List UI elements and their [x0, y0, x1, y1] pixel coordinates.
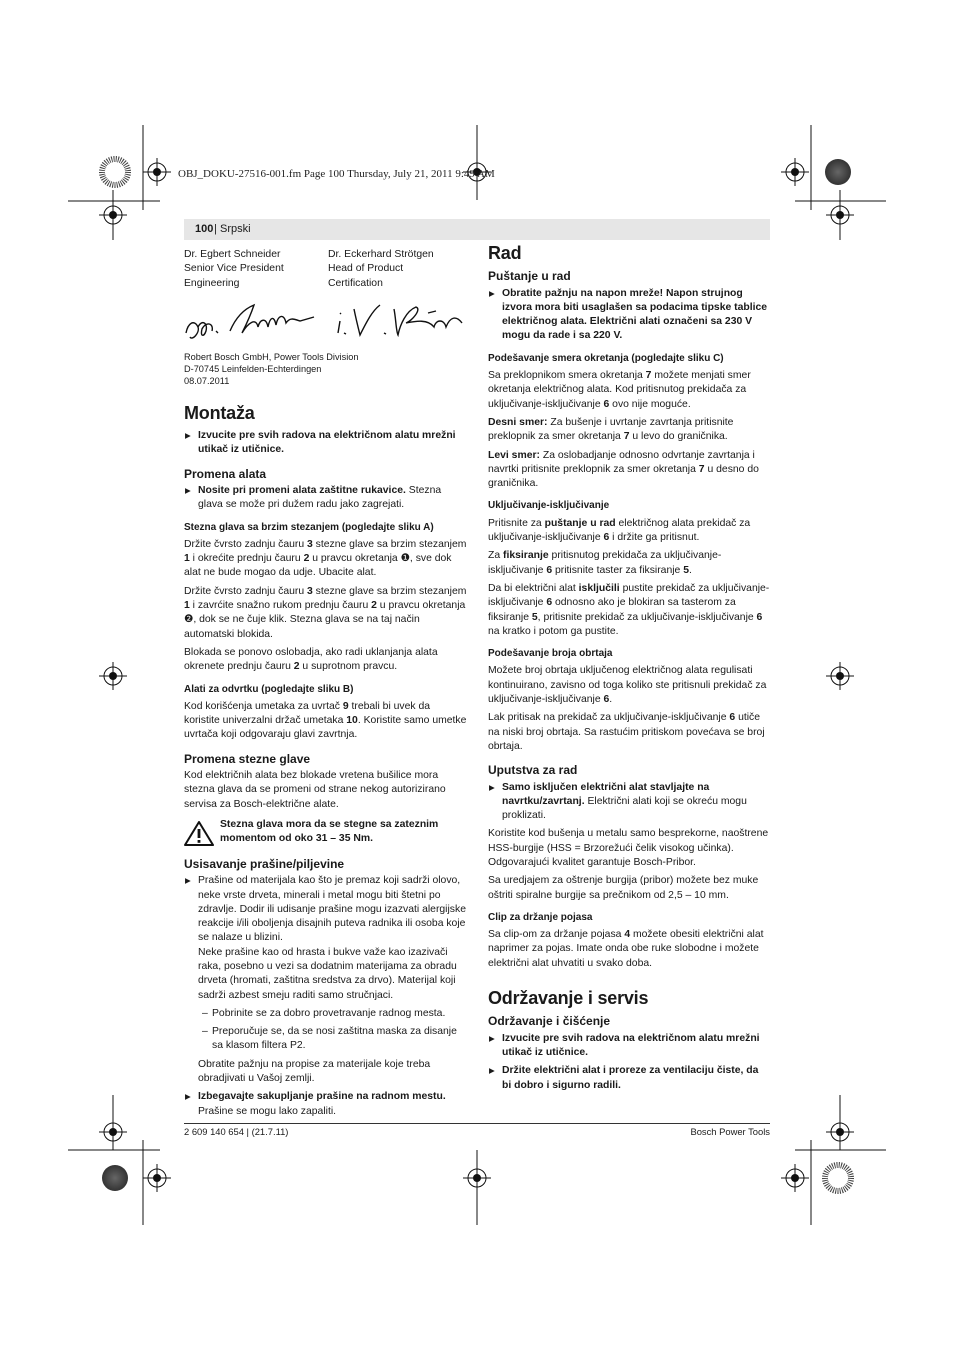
bullet-item [184, 429, 468, 458]
dash: – [202, 1026, 208, 1038]
text: u suprotnom pravcu. [299, 661, 398, 673]
paragraph: Obratite pažnju na propise za materijale koje treba obradjivati u Vašoj zemlji. [198, 1058, 431, 1085]
text: . [609, 694, 613, 706]
paragraph [184, 585, 468, 642]
ref-number: 10 [346, 715, 358, 727]
text: u desno do graničnika. [488, 463, 759, 490]
section-title-odrzavanje: Održavanje i servis [488, 988, 649, 1009]
text: odnosno ako je blokiran sa tasterom za fiksiranje [488, 597, 736, 623]
text: Držite čvrsto zadnju čauru [184, 538, 308, 550]
text: Za [488, 550, 504, 562]
subsubsection-title: Clip za držanje pojasa [488, 911, 593, 923]
text: Možete broj obrtaja uključenog električnog alata regulisati kontinuirano, zavisno od toga koliko ste pritisnuli prekidač za uključivanje-isključivanje [488, 665, 767, 706]
ref-number: 2 [303, 553, 310, 565]
page-header-bar [184, 219, 770, 240]
ref-number: 3 [307, 538, 313, 550]
text: trebali bi uvek da koristite univerzalni držač umetaka [184, 700, 431, 727]
ref-number: 7 [698, 463, 705, 475]
subsection-title: Održavanje i čišćenje [488, 1014, 611, 1029]
footer-left: 2 609 140 654 | (21.7.11) [184, 1126, 289, 1137]
ref-number: 6 [756, 611, 763, 623]
warning-triangle-icon [184, 820, 214, 846]
ref-number: 6 [729, 712, 736, 724]
paragraph [184, 646, 468, 675]
bullet-item: ▶ Prašine od materijala kao što je premaz koji sadrži olovo, neke vrste drveta, minerali i metal mogu biti štetni po zdravlje. Dodir ili udisanje prašine mogu izazvati alergijske reakcije i/ili obolјenja disajnih puteva radnika ili osoba koje se nalaze u blizini. [184, 874, 468, 945]
subsection-title: Puštanje u rad [488, 269, 571, 284]
paragraph: Kod električnih alata bez blokade vretena bušilice mora stezna glava da se promeni od strane nekog autorizirano servisa za Bosch-električne alate. [184, 770, 446, 810]
ref-number: 6 [603, 398, 610, 410]
bullet-bold: Izbegavajte sakupljanje prašine na radnom mestu. [198, 1091, 446, 1103]
warning-text: Stezna glava mora da se stegne sa zateznim momentom od oko 31 – 35 Nm. [220, 818, 439, 845]
ref-number: 6 [603, 532, 610, 544]
text: Za oslobadjanje odnosno odvrtanje zavrtanja i navrtki pritisnite preklopnik za smer okretanja [488, 449, 755, 475]
bullet-item [488, 287, 770, 344]
ref-number: 1 [184, 600, 190, 612]
signatory-title: Certification [328, 277, 383, 289]
paragraph: Koristite kod bušenja u metalu samo besprekorne, naoštrene HSS-burgije (HSS = Brzorežući čelik visokog učinka). Odgovarajući kvalitet garantuje Bosch-Pribor. [488, 828, 769, 868]
page-language: Srpski [220, 223, 251, 235]
bullet-item [488, 1032, 770, 1061]
paragraph [488, 369, 770, 412]
left-column [184, 248, 468, 1123]
paragraph [488, 582, 770, 639]
text: u pravcu okretanja ❷, dok se ne čuje klik. Stezna glava se na taj način automatski blokida. [184, 600, 466, 640]
text: možete obesiti električni alat naprimer za pojas. Imate onda obe ruke slobodne i možete električni alat uhvatiti u svako doba. [488, 929, 764, 969]
ref-number: 7 [645, 370, 652, 382]
text: pritisnite taster za fiksiranje [552, 564, 684, 576]
ref-number: 1 [184, 553, 190, 565]
label: Levi smer: [488, 449, 540, 461]
bullet-text: Izvucite pre svih radova na električnom alatu mrežni utikač iz utičnice. [502, 1032, 760, 1058]
text: ovo nije moguće. [609, 398, 691, 410]
ref-number: 2 [293, 661, 300, 673]
bullet-text: Držite električni alat i proreze za ventilaciju čiste, da bi dobro i sigurno radili. [502, 1065, 759, 1091]
bullet-bold: Samo isključen električni alat stavljajte na navrtku/zavrtanj. [502, 781, 710, 807]
text: . Koristite samo umetke uvrtača koji odgovaraju glavi zavrtnja. [184, 715, 467, 741]
dash-item [184, 1025, 468, 1054]
text: Pritisnite za [488, 517, 545, 529]
subsubsection-title: Stezna glava sa brzim stezanjem (pogledajte sliku A) [184, 521, 434, 533]
company-address [184, 351, 468, 388]
bullet-text: Izvucite pre svih radova na električnom alatu mrežni utikač iz utičnice. [198, 430, 456, 456]
company-line: D-70745 Leinfelden-Echterdingen [184, 364, 322, 375]
paragraph [488, 664, 770, 707]
text: i držite ga pritisnut. [609, 532, 700, 544]
text: Držite čvrsto zadnju čauru [184, 585, 308, 597]
text: možete menjati smer okretanja električnog alata. Kod pritisnutog prekidača za uključivanje-isključivanje [488, 370, 751, 410]
dash: – [202, 1007, 208, 1019]
subsubsection-title: Alati za odvrtku (pogledajte sliku B) [184, 683, 354, 695]
company-line: Robert Bosch GmbH, Power Tools Division [184, 351, 359, 362]
signatories [184, 248, 468, 291]
subsection-title: Uputstva za rad [488, 763, 578, 778]
page-number: 100 [195, 223, 214, 235]
header-separator: | [214, 223, 217, 235]
subsection-title: Usisavanje prašine/piljevine [184, 856, 345, 871]
text: na kratko i potom ga pustite. [488, 625, 619, 637]
bullet-text: Obratite pažnju na napon mreže! Napon strujnog izvora mora biti usaglašen sa podacima tipske tablice električnog alata. Električni alati označeni sa 230 V mogu da rade i sa 220 V. [502, 287, 768, 342]
text: Lak pritisak na prekidač za uključivanje-isključivanje [488, 712, 730, 724]
signatory-name: Dr. Eckerhard Strötgen [328, 249, 434, 260]
text: Preporučuje se, da se nosi zaštitna maska za disanje sa klasom filtera P2. [212, 1026, 457, 1052]
text: Da bi električni alat [488, 582, 579, 594]
paragraph [488, 517, 770, 546]
text: električnog alata prekidač za uključivanje-isključivanje [488, 517, 751, 544]
bullet-text: Prašine se mogu lako zapaliti. [198, 1105, 337, 1117]
text: Sa preklopnikom smera okretanja [488, 370, 646, 382]
ref-number: 6 [546, 564, 553, 576]
ref-number: 7 [623, 431, 630, 443]
dash-item [184, 1007, 468, 1021]
bullet-item [488, 1064, 770, 1093]
signatory-title: Senior Vice President [184, 263, 284, 275]
ref-number: 2 [371, 600, 377, 612]
label: Desni smer: [488, 416, 548, 428]
paragraph [488, 549, 770, 578]
paragraph: Neke prašine kao od hrasta i bukve važe kao izazivači raka, posebno u vezi sa dodatnim materijama za obradu drveta (hromati, zaštitna sredstva za drvo). Materijal koji sadrži azbest smeju raditi samo stručnjaci. [198, 946, 457, 1001]
text: pustite prekidač za uključivanje-isključivanje [488, 582, 770, 609]
subsection-title: Promena alata [184, 466, 267, 481]
text: i zavrćite snažno rukom prednju čauru [189, 600, 372, 612]
bold-text: puštanje u rad [544, 517, 616, 529]
text: u levo do graničnika. [629, 431, 728, 443]
warning-note [184, 818, 468, 848]
text: i okrećite prednju čauru [189, 553, 304, 565]
text: , pritisnite prekidač za uključivanje-isključivanje [537, 611, 757, 623]
handwritten-signatures [184, 297, 468, 345]
ref-number: 6 [546, 597, 553, 609]
company-date: 08.07.2011 [184, 376, 230, 387]
bold-text: fiksiranje [503, 550, 549, 562]
text: u pravcu okretanja ❶, sve dok alat ne bude mogao da udje. Ubacite alat. [184, 553, 452, 579]
text: . [688, 564, 692, 576]
file-slug: OBJ_DOKU-27516-001.fm Page 100 Thursday, July 21, 2011 9:49 AM [178, 168, 495, 180]
paragraph [184, 700, 468, 743]
text: utiče na niski broj obrtaja. Sa rastućim pritiskom povećava se broj obrtaja. [488, 712, 765, 752]
paragraph [488, 711, 770, 754]
paragraph [184, 538, 468, 581]
text: Kod korišćenja umetaka za uvrtač [184, 700, 343, 712]
text: Sa clip-om za držanje pojasa [488, 929, 625, 941]
text: Za bušenje i uvrtanje zavrtanja pritisnite preklopnik za smer okretanja [488, 416, 734, 443]
text: Blokada se ponovo oslobadja, ako radi uklanjanja alata okrenete prednju čauru [184, 646, 438, 673]
section-title-rad: Rad [488, 243, 522, 263]
subsubsection-title: Podešavanje broja obrtaja [488, 648, 613, 660]
signatory-2 [328, 248, 468, 291]
text: pritisnutog prekidača za uključivanje-isključivanje [488, 550, 722, 576]
text: stezne glave sa brzim stezanjem [312, 538, 467, 550]
subsubsection-title: Uključivanje-isključivanje [488, 500, 610, 512]
ref-number: 3 [307, 585, 313, 597]
subsection-title: Promena stezne glave [184, 751, 311, 766]
footer-right: Bosch Power Tools [690, 1126, 770, 1137]
paragraph [488, 928, 770, 971]
right-column [488, 243, 770, 1097]
bullet-item [488, 781, 770, 824]
bold-text: isključili [578, 582, 620, 594]
footer-rule [184, 1123, 770, 1124]
ref-number: 4 [624, 929, 631, 941]
bullet-item [184, 1090, 468, 1119]
bullet-text: Stezna glava se može pri dužem radu jako zagrejati. [198, 484, 442, 511]
bullet-bold: Nosite pri promeni alata zaštitne rukavice. [198, 484, 406, 496]
ref-number: 6 [603, 694, 610, 706]
signatory-1 [184, 248, 328, 291]
signatory-title: Engineering [184, 277, 240, 289]
signatory-title: Head of Product [328, 263, 404, 275]
paragraph [488, 416, 770, 445]
text: stezne glave sa brzim stezanjem [312, 585, 467, 597]
signatory-name: Dr. Egbert Schneider [184, 249, 281, 260]
bullet-text: Električni alati koji se okreću mogu proklizati. [502, 795, 747, 822]
text: Pobrinite se za dobro provetravanje radnog mesta. [212, 1007, 446, 1019]
subsubsection-title: Podešavanje smera okretanja (pogledajte sliku C) [488, 352, 724, 364]
ref-number: 5 [531, 611, 538, 623]
section-title-montaza: Montaža [184, 402, 255, 423]
ref-number: 9 [342, 700, 349, 712]
paragraph [488, 449, 770, 492]
bullet-item [184, 484, 468, 513]
ref-number: 5 [683, 564, 689, 576]
paragraph: Sa uredjajem za oštrenje burgija (pribor) možete bez muke oštriti spiralne burgije sa prečnikom od 2,5 – 10 mm. [488, 875, 759, 901]
